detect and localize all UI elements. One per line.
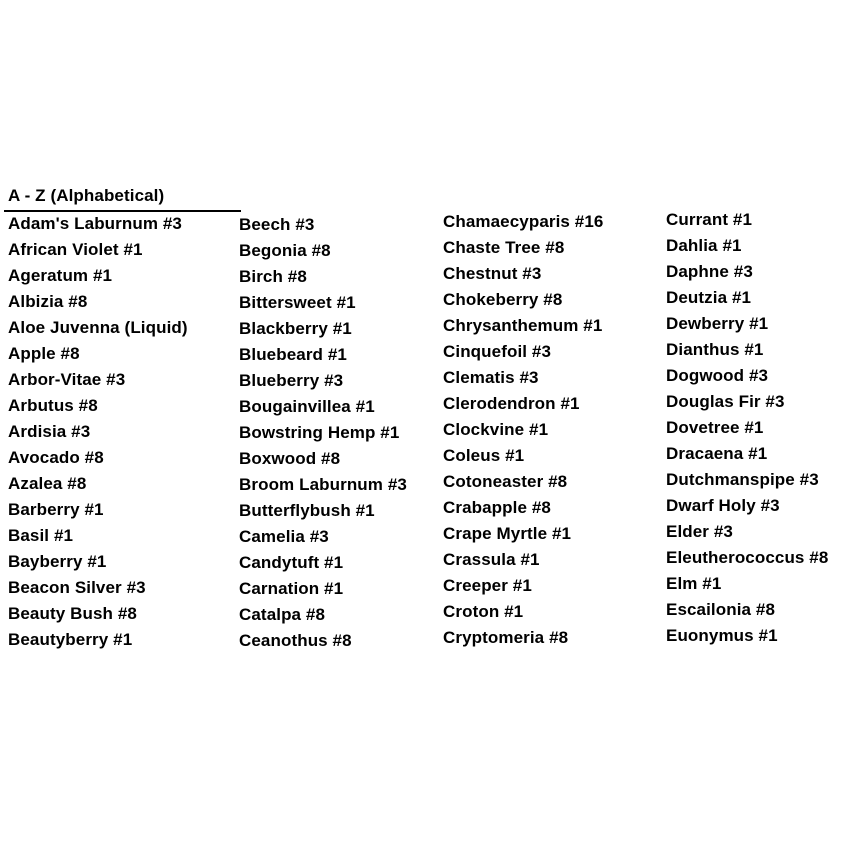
- list-item: Chokeberry #8: [443, 290, 563, 309]
- list-item: Ardisia #3: [8, 422, 91, 441]
- list-item: Beech #3: [239, 215, 315, 234]
- list-item: Arbor-Vitae #3: [8, 370, 126, 389]
- list-item: Bluebeard #1: [239, 345, 347, 364]
- plant-list-column-3: [443, 209, 603, 651]
- list-item: Adam's Laburnum #3: [8, 214, 182, 233]
- list-item: Arbutus #8: [8, 396, 98, 415]
- list-item: Crassula #1: [443, 550, 540, 569]
- list-item: Candytuft #1: [239, 553, 344, 572]
- list-item: Apple #8: [8, 344, 80, 363]
- list-item: Dogwood #3: [666, 366, 769, 385]
- list-item: Cinquefoil #3: [443, 342, 552, 361]
- list-item: Chaste Tree #8: [443, 238, 565, 257]
- list-item: Dianthus #1: [666, 340, 764, 359]
- list-item: Bittersweet #1: [239, 293, 356, 312]
- list-item: Ceanothus #8: [239, 631, 352, 650]
- list-item: Basil #1: [8, 526, 74, 545]
- list-item: Cotoneaster #8: [443, 472, 568, 491]
- plant-list-column-2: [239, 212, 407, 654]
- list-item: Ageratum #1: [8, 266, 113, 285]
- list-item: Aloe Juvenna (Liquid): [8, 318, 188, 337]
- list-item: Barberry #1: [8, 500, 104, 519]
- plant-list-column-1: [8, 211, 188, 653]
- list-item: Currant #1: [666, 210, 753, 229]
- list-item: Azalea #8: [8, 474, 87, 493]
- list-item: Euonymus #1: [666, 626, 778, 645]
- list-item: Blueberry #3: [239, 371, 344, 390]
- list-item: Bougainvillea #1: [239, 397, 375, 416]
- plant-list-column-4: [666, 207, 828, 649]
- list-item: Camelia #3: [239, 527, 329, 546]
- list-item: Elm #1: [666, 574, 722, 593]
- list-item: Dewberry #1: [666, 314, 769, 333]
- list-item: Elder #3: [666, 522, 733, 541]
- list-item: Albizia #8: [8, 292, 88, 311]
- list-item: Bowstring Hemp #1: [239, 423, 400, 442]
- list-item: Clockvine #1: [443, 420, 549, 439]
- list-item: Carnation #1: [239, 579, 344, 598]
- list-item: Boxwood #8: [239, 449, 341, 468]
- list-item: Catalpa #8: [239, 605, 326, 624]
- list-item: Creeper #1: [443, 576, 532, 595]
- list-item: Birch #8: [239, 267, 307, 286]
- list-item: Eleutherococcus #8: [666, 548, 829, 567]
- list-item: Croton #1: [443, 602, 524, 621]
- list-item: Dahlia #1: [666, 236, 742, 255]
- list-item: Chamaecyparis #16: [443, 212, 604, 231]
- list-item: Bayberry #1: [8, 552, 107, 571]
- list-item: Coleus #1: [443, 446, 525, 465]
- list-item: Crape Myrtle #1: [443, 524, 572, 543]
- list-item: Dracaena #1: [666, 444, 768, 463]
- list-item: Blackberry #1: [239, 319, 352, 338]
- list-item: Daphne #3: [666, 262, 753, 281]
- list-item: Dwarf Holy #3: [666, 496, 780, 515]
- list-item: Clematis #3: [443, 368, 539, 387]
- list-item: African Violet #1: [8, 240, 143, 259]
- list-item: Chrysanthemum #1: [443, 316, 603, 335]
- list-item: Begonia #8: [239, 241, 331, 260]
- list-item: Clerodendron #1: [443, 394, 580, 413]
- list-item: Dutchmanspipe #3: [666, 470, 819, 489]
- list-item: Chestnut #3: [443, 264, 542, 283]
- list-item: Douglas Fir #3: [666, 392, 785, 411]
- list-item: Beacon Silver #3: [8, 578, 146, 597]
- list-item: Deutzia #1: [666, 288, 752, 307]
- list-item: Beauty Bush #8: [8, 604, 137, 623]
- list-item: Beautyberry #1: [8, 630, 133, 649]
- list-item: Dovetree #1: [666, 418, 764, 437]
- list-item: Broom Laburnum #3: [239, 475, 407, 494]
- list-item: Cryptomeria #8: [443, 628, 569, 647]
- page-title: A - Z (Alphabetical): [8, 186, 165, 205]
- list-item: Escailonia #8: [666, 600, 776, 619]
- list-item: Crabapple #8: [443, 498, 551, 517]
- list-item: Butterflybush #1: [239, 501, 375, 520]
- list-item: Avocado #8: [8, 448, 104, 467]
